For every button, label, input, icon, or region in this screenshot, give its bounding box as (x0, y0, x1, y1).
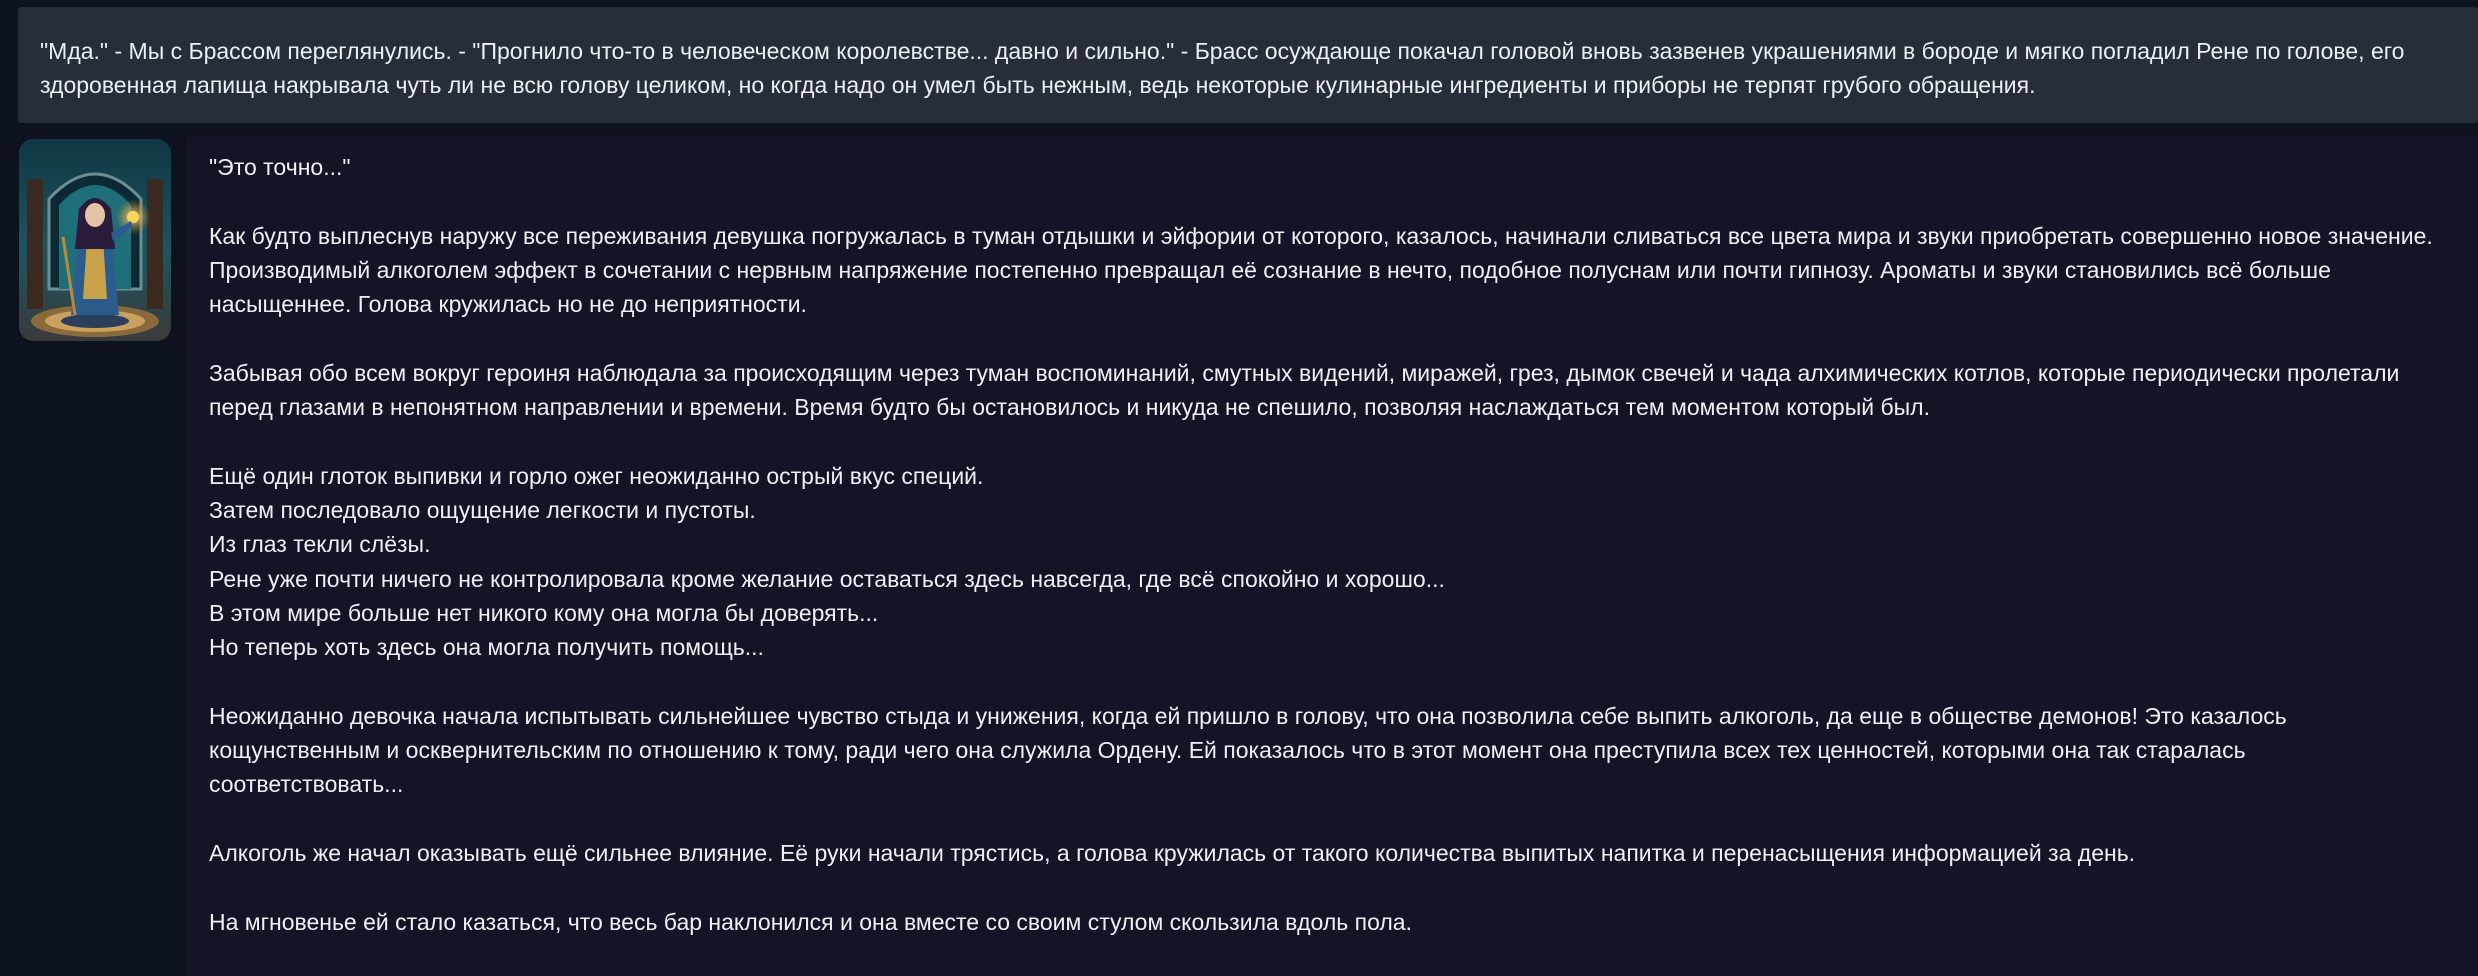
message-line: Затем последовало ощущение легкости и пустоты. (209, 496, 756, 523)
message-line: Неожиданно девочка начала испытывать сильнейшее чувство стыда и унижения, когда ей пришло в голову, что она позволила себе выпить алкоголь, да еще в обществе демонов! Это казалось кощунственным и осквернительским по отношению к тому, ради чего она служила Ордену. Ей показалось что в этот момент она преступила всех тех ценностей, которыми она так старалась соответствовать... (209, 702, 2287, 798)
message-line: На мгновенье ей стало казаться, что весь бар наклонился и она вместе со своим стулом скользила вдоль пола. (209, 908, 1412, 935)
bot-avatar-column (0, 137, 186, 976)
user-message-text: "Мда." - Мы с Брассом переглянулись. - "Прогнило что-то в человеческом королевстве... давно и сильно." - Брасс осуждающе покачал головой вновь зазвенев украшениями в бороде и мягко погладил Рене по голове, его здоровенная лапища накрывала чуть ли не всю голову целиком, но когда надо он умел быть нежным, ведь некоторые кулинарные ингредиенты и приборы не терпят грубого обращения. (40, 38, 2405, 98)
message-line: Но теперь хоть здесь она могла получить помощь... (209, 634, 764, 661)
message-line: "Это точно..." (209, 154, 351, 180)
character-portrait-icon (19, 139, 171, 341)
message-line: Как будто выплеснув наружу все переживания девушка погружалась в туман отдышки и эйфории от которого, казалось, начинали сливаться все цвета мира и звуки приобретать совершенно новое значение. (209, 222, 2433, 249)
user-message (18, 7, 2478, 123)
message-line: Производимый алкоголем эффект в сочетании с нервным напряжение постепенно превращал её сознание в нечто, подобное полуснам или почти гипнозу. Ароматы и звуки становились всё больше насыщеннее. Голова кружилась но не до неприятности. (209, 256, 2331, 318)
message-line: Из глаз текли слёзы. (209, 531, 431, 558)
message-line: Ещё один глоток выпивки и горло ожег неожиданно острый вкус специй. (209, 462, 984, 489)
bot-message (186, 137, 2478, 976)
message-line: Забывая обо всем вокруг героиня наблюдала за происходящим через туман воспоминаний, смутных видений, миражей, грез, дымок свечей и чада алхимических котлов, которые периодически пролетали перед глазами в непонятном направлении и времени. Время будто бы остановилось и никуда не спешило, позволяя наслаждаться тем моментом который был. (209, 359, 2400, 421)
message-line: Рене уже почти ничего не контролировала кроме желание оставаться здесь навсегда, где всё спокойно и хорошо... (209, 565, 1445, 592)
message-line: В этом мире больше нет никого кому она могла бы доверять... (209, 599, 879, 626)
character-avatar[interactable] (19, 139, 171, 341)
message-line: Алкоголь же начал оказывать ещё сильнее влияние. Её руки начали трястись, а голова кружилась от такого количества выпитых напитка и перенасыщения информацией за день. (209, 839, 2136, 866)
